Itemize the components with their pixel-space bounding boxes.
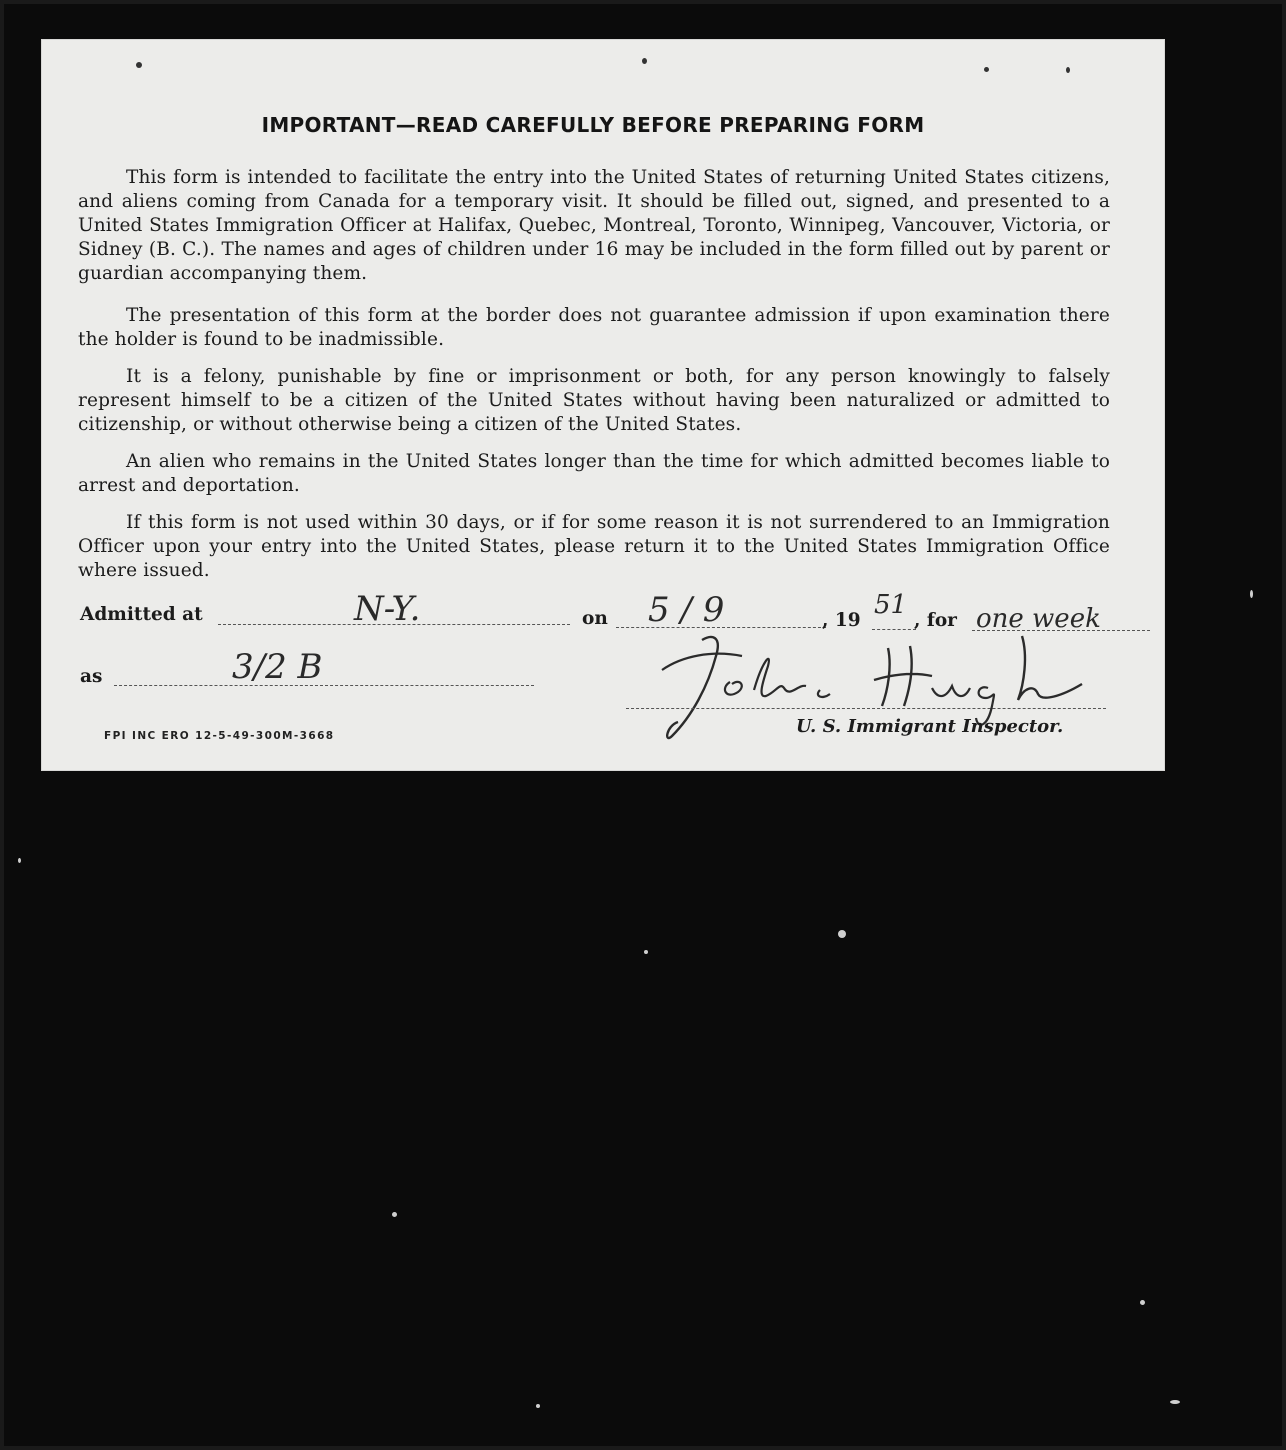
punch-mark bbox=[984, 67, 989, 72]
film-speck bbox=[838, 930, 846, 938]
admitted-at-value: N-Y. bbox=[354, 589, 421, 629]
film-speck bbox=[536, 1404, 540, 1408]
signature-title: U. S. Immigrant Inspector. bbox=[796, 716, 1064, 737]
punch-mark bbox=[1066, 67, 1070, 73]
film-speck bbox=[1170, 1400, 1180, 1404]
film-speck bbox=[1250, 590, 1253, 598]
punch-mark bbox=[642, 58, 647, 64]
as-label: as bbox=[80, 666, 103, 687]
punch-mark bbox=[136, 62, 142, 68]
paragraph-felony: It is a felony, punishable by fine or imprisonment or both, for any person knowingly to falsely represent himself to be a citizen of the United States without having been naturalized or admitted to citizenship, or without otherwise being a citizen of the United States. bbox=[78, 366, 1110, 435]
date-value: 5 / 9 bbox=[648, 590, 725, 630]
paragraph-admission: The presentation of this form at the border does not guarantee admission if upon examination there the holder is found to be inadmissible. bbox=[78, 305, 1110, 350]
signature-line bbox=[626, 708, 1106, 709]
film-speck bbox=[644, 950, 648, 954]
immigration-entry-card bbox=[42, 40, 1164, 770]
form-print-code: FPI INC ERO 12-5-49-300M-3668 bbox=[104, 730, 335, 742]
form-title: IMPORTANT—READ CAREFULLY BEFORE PREPARING FORM bbox=[261, 113, 925, 137]
as-value: 3/2 B bbox=[232, 647, 323, 687]
year-prefix-label: , 19 bbox=[822, 610, 861, 631]
film-speck bbox=[392, 1212, 397, 1217]
film-speck bbox=[1140, 1300, 1145, 1305]
as-line bbox=[114, 685, 534, 686]
film-speck bbox=[18, 858, 21, 863]
paragraph-return-form: If this form is not used within 30 days, or if for some reason it is not surrendered to an Immigration Officer upon your entry into the United States, please return it to the United States Immigration Office where issued. bbox=[78, 512, 1110, 581]
paragraph-purpose: This form is intended to facilitate the entry into the United States of returning United States citizens, and aliens coming from Canada for a temporary visit. It should be filled out, signed, and presented to a United States Immigration Officer at Halifax, Quebec, Montreal, Toronto, Winnipeg, Vancouver, Victoria, or Sidney (B. C.). The names and ages of children under 16 may be included in the form filled out by parent or guardian accompanying them. bbox=[78, 167, 1110, 284]
paragraph-alien-liability: An alien who remains in the United States longer than the time for which admitted becomes liable to arrest and deportation. bbox=[78, 451, 1110, 496]
on-label: on bbox=[582, 608, 608, 629]
for-label: , for bbox=[914, 610, 957, 631]
admitted-at-label: Admitted at bbox=[80, 604, 203, 625]
duration-value: one week bbox=[976, 604, 1101, 634]
year-value: 51 bbox=[874, 590, 908, 620]
